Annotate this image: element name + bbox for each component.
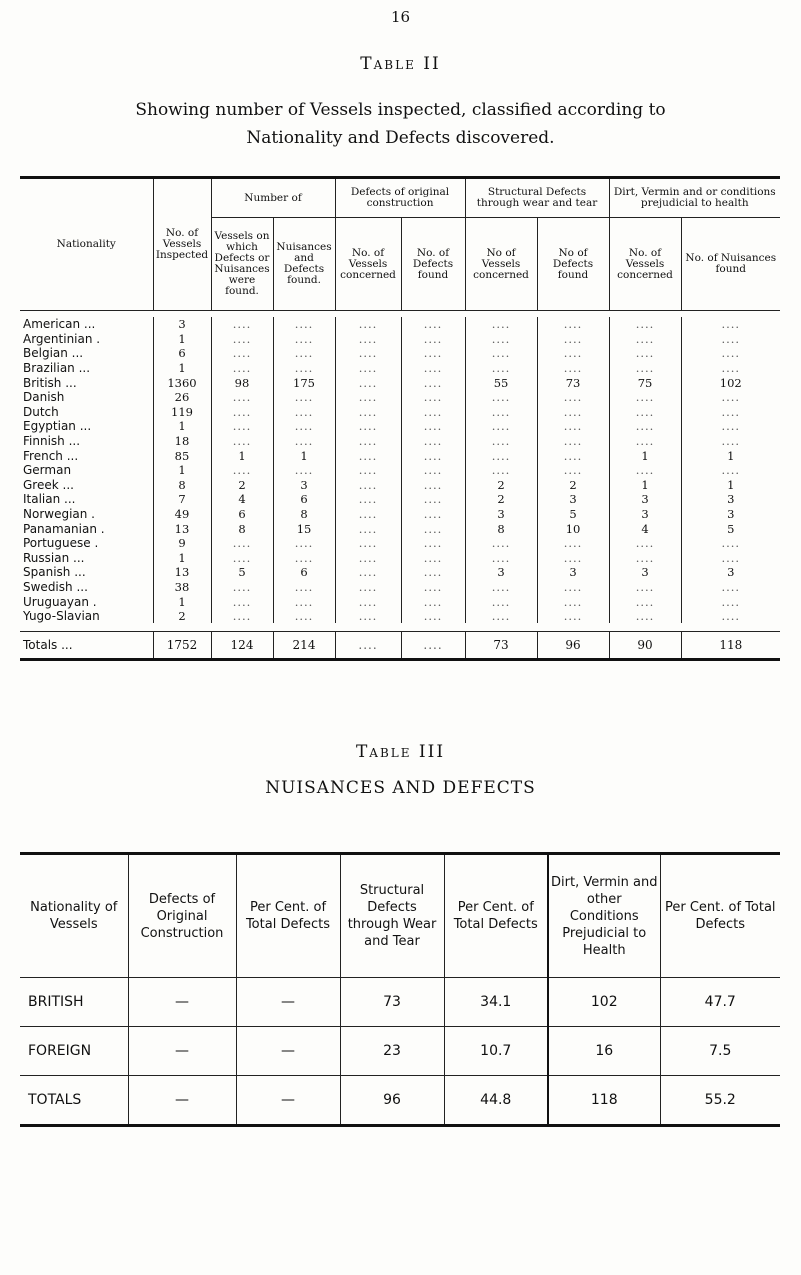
t3-cell-dirt: 16 bbox=[548, 1027, 660, 1076]
cell-nuisances-found-3: .... bbox=[681, 609, 780, 624]
cell-vessels-concerned-2: .... bbox=[465, 580, 537, 595]
cell-defects-found-1: .... bbox=[401, 594, 465, 609]
cell-nuisances-found-3: .... bbox=[681, 390, 780, 405]
cell-vessels-defects: .... bbox=[211, 419, 273, 434]
cell-defects-found-1: .... bbox=[401, 419, 465, 434]
cell-nationality: German bbox=[23, 463, 72, 478]
cell-nuisances-defects: .... bbox=[273, 405, 335, 420]
cell-inspected: 119 bbox=[153, 405, 211, 420]
cell-nuisances-found-3: .... bbox=[681, 580, 780, 595]
cell-vessels-concerned-1: .... bbox=[335, 521, 401, 536]
cell-defects-found-1: .... bbox=[401, 361, 465, 376]
total-inspected: 1752 bbox=[153, 632, 211, 659]
header-defects-found-2: No of Defects found bbox=[537, 218, 609, 311]
cell-vessels-concerned-1: .... bbox=[335, 317, 401, 332]
cell-inspected: 1 bbox=[153, 419, 211, 434]
cell-vessels-concerned-3: 75 bbox=[609, 375, 681, 390]
cell-vessels-concerned-1: .... bbox=[335, 346, 401, 361]
cell-inspected: 1360 bbox=[153, 375, 211, 390]
t3-cell-dirt: 118 bbox=[548, 1076, 660, 1125]
cell-defects-found-2: 10 bbox=[537, 521, 609, 536]
cell-defects-found-1: .... bbox=[401, 434, 465, 449]
cell-nuisances-defects: .... bbox=[273, 317, 335, 332]
t3-cell-percent-2: 44.8 bbox=[444, 1076, 548, 1125]
cell-nationality: Portuguese . bbox=[23, 536, 99, 551]
table-row bbox=[20, 1027, 780, 1076]
header-number-of: Number of bbox=[211, 179, 335, 218]
header-original-construction: Defects of original construction bbox=[335, 179, 465, 218]
cell-nuisances-defects: .... bbox=[273, 609, 335, 624]
cell-nuisances-defects: .... bbox=[273, 419, 335, 434]
table2-subtitle-line2: Nationality and Defects discovered. bbox=[246, 128, 555, 148]
cell-nationality: Dutch bbox=[23, 404, 59, 419]
cell-vessels-concerned-1: .... bbox=[335, 405, 401, 420]
cell-inspected: 9 bbox=[153, 536, 211, 551]
cell-nationality: Danish bbox=[23, 390, 65, 405]
cell-vessels-defects: .... bbox=[211, 361, 273, 376]
cell-vessels-concerned-3: .... bbox=[609, 463, 681, 478]
cell-vessels-defects: .... bbox=[211, 332, 273, 347]
cell-defects-found-2: .... bbox=[537, 419, 609, 434]
cell-nuisances-defects: 1 bbox=[273, 448, 335, 463]
cell-inspected: 18 bbox=[153, 434, 211, 449]
table3 bbox=[20, 852, 780, 1127]
cell-defects-found-2: 5 bbox=[537, 507, 609, 522]
cell-inspected: 13 bbox=[153, 521, 211, 536]
cell-vessels-defects: 4 bbox=[211, 492, 273, 507]
table-row bbox=[20, 463, 780, 478]
t3-header-percent-2: Per Cent. of Total Defects bbox=[444, 855, 548, 978]
cell-nationality: Greek ... bbox=[23, 477, 74, 492]
cell-inspected: 7 bbox=[153, 492, 211, 507]
t3-cell-structural: 96 bbox=[340, 1076, 444, 1125]
cell-nationality: American ... bbox=[23, 317, 96, 332]
total-vessels-concerned-3: 90 bbox=[609, 632, 681, 659]
cell-vessels-concerned-3: 1 bbox=[609, 448, 681, 463]
cell-vessels-defects: .... bbox=[211, 609, 273, 624]
cell-vessels-concerned-1: .... bbox=[335, 492, 401, 507]
cell-vessels-defects: 8 bbox=[211, 521, 273, 536]
cell-defects-found-2: .... bbox=[537, 434, 609, 449]
cell-vessels-concerned-1: .... bbox=[335, 565, 401, 580]
cell-inspected: 1 bbox=[153, 594, 211, 609]
table2-title: Table II bbox=[360, 54, 441, 74]
t3-cell-nationality: TOTALS bbox=[20, 1076, 128, 1125]
cell-nuisances-defects: 3 bbox=[273, 478, 335, 493]
t3-header-dirt: Dirt, Vermin and other Conditions Prejudicial to Health bbox=[548, 855, 660, 978]
cell-defects-found-2: .... bbox=[537, 551, 609, 566]
cell-vessels-defects: 1 bbox=[211, 448, 273, 463]
table-row bbox=[20, 317, 780, 332]
header-inspected: No. of Vessels Inspected bbox=[153, 179, 211, 311]
cell-inspected: 6 bbox=[153, 346, 211, 361]
cell-nuisances-found-3: .... bbox=[681, 317, 780, 332]
cell-defects-found-1: .... bbox=[401, 492, 465, 507]
cell-defects-found-1: .... bbox=[401, 507, 465, 522]
cell-vessels-concerned-1: .... bbox=[335, 434, 401, 449]
table-row bbox=[20, 346, 780, 361]
cell-nationality: Argentinian . bbox=[23, 331, 101, 346]
t3-cell-nationality: FOREIGN bbox=[20, 1027, 128, 1076]
header-vessels-concerned-1: No. of Vessels concerned bbox=[335, 218, 401, 311]
t3-cell-percent-1: — bbox=[236, 1076, 340, 1125]
cell-vessels-concerned-2: .... bbox=[465, 609, 537, 624]
cell-defects-found-2: .... bbox=[537, 580, 609, 595]
table-row bbox=[20, 390, 780, 405]
cell-defects-found-2: .... bbox=[537, 332, 609, 347]
cell-vessels-defects: 98 bbox=[211, 375, 273, 390]
table-row bbox=[20, 580, 780, 595]
total-defects-found-2: 96 bbox=[537, 632, 609, 659]
cell-nuisances-defects: .... bbox=[273, 332, 335, 347]
header-dirt: Dirt, Vermin and or conditions prejudicial to health bbox=[609, 179, 780, 218]
cell-nationality: Russian ... bbox=[23, 550, 85, 565]
cell-vessels-concerned-1: .... bbox=[335, 361, 401, 376]
t3-cell-dirt: 102 bbox=[548, 978, 660, 1027]
cell-defects-found-1: .... bbox=[401, 375, 465, 390]
cell-nuisances-defects: .... bbox=[273, 390, 335, 405]
cell-vessels-concerned-1: .... bbox=[335, 536, 401, 551]
cell-nuisances-found-3: 102 bbox=[681, 375, 780, 390]
cell-vessels-defects: .... bbox=[211, 346, 273, 361]
cell-defects-found-2: 3 bbox=[537, 565, 609, 580]
cell-vessels-concerned-2: .... bbox=[465, 434, 537, 449]
header-nuisances-found-3: No. of Nuisances found bbox=[681, 218, 780, 311]
cell-defects-found-2: .... bbox=[537, 463, 609, 478]
table-row bbox=[20, 507, 780, 522]
header-vessels-concerned-3: No. of Vessels concerned bbox=[609, 218, 681, 311]
header-vessels-concerned-2: No of Vessels concerned bbox=[465, 218, 537, 311]
cell-defects-found-2: .... bbox=[537, 405, 609, 420]
table2-subtitle-line1: Showing number of Vessels inspected, classified according to bbox=[135, 100, 666, 120]
cell-nuisances-found-3: .... bbox=[681, 361, 780, 376]
cell-defects-found-1: .... bbox=[401, 390, 465, 405]
cell-defects-found-2: 73 bbox=[537, 375, 609, 390]
table-row bbox=[20, 448, 780, 463]
cell-nationality: Spanish ... bbox=[23, 565, 86, 580]
cell-nuisances-defects: .... bbox=[273, 434, 335, 449]
cell-vessels-defects: .... bbox=[211, 405, 273, 420]
cell-nationality: Yugo-Slavian bbox=[23, 609, 100, 624]
cell-defects-found-2: .... bbox=[537, 317, 609, 332]
t3-cell-percent-1: — bbox=[236, 978, 340, 1027]
t3-header-original: Defects of Original Construction bbox=[128, 855, 236, 978]
cell-defects-found-1: .... bbox=[401, 565, 465, 580]
table-row bbox=[20, 375, 780, 390]
total-vessels-defects: 124 bbox=[211, 632, 273, 659]
t3-header-percent-1: Per Cent. of Total Defects bbox=[236, 855, 340, 978]
cell-nuisances-found-3: .... bbox=[681, 594, 780, 609]
cell-nuisances-defects: .... bbox=[273, 536, 335, 551]
cell-inspected: 2 bbox=[153, 609, 211, 624]
cell-vessels-concerned-2: .... bbox=[465, 536, 537, 551]
table3-subtitle: NUISANCES AND DEFECTS bbox=[265, 778, 536, 798]
total-nuisances-found-3: 118 bbox=[681, 632, 780, 659]
table-row bbox=[20, 478, 780, 493]
cell-vessels-concerned-1: .... bbox=[335, 463, 401, 478]
cell-vessels-concerned-2: .... bbox=[465, 390, 537, 405]
cell-inspected: 26 bbox=[153, 390, 211, 405]
total-vessels-concerned-1: .... bbox=[335, 632, 401, 659]
cell-vessels-defects: .... bbox=[211, 536, 273, 551]
header-defects-found-1: No. of Defects found bbox=[401, 218, 465, 311]
cell-vessels-concerned-2: .... bbox=[465, 346, 537, 361]
cell-nuisances-defects: 15 bbox=[273, 521, 335, 536]
cell-vessels-defects: 5 bbox=[211, 565, 273, 580]
cell-nuisances-found-3: 3 bbox=[681, 492, 780, 507]
cell-defects-found-2: .... bbox=[537, 594, 609, 609]
cell-vessels-concerned-3: .... bbox=[609, 594, 681, 609]
cell-nuisances-found-3: 3 bbox=[681, 565, 780, 580]
cell-vessels-concerned-1: .... bbox=[335, 375, 401, 390]
cell-vessels-concerned-2: .... bbox=[465, 551, 537, 566]
cell-vessels-defects: .... bbox=[211, 463, 273, 478]
cell-nuisances-defects: .... bbox=[273, 346, 335, 361]
t3-cell-percent-3: 55.2 bbox=[660, 1076, 780, 1125]
cell-vessels-concerned-2: 3 bbox=[465, 507, 537, 522]
cell-nationality: Egyptian ... bbox=[23, 419, 92, 434]
cell-nuisances-defects: 6 bbox=[273, 565, 335, 580]
total-nuisances-defects: 214 bbox=[273, 632, 335, 659]
cell-vessels-concerned-2: 8 bbox=[465, 521, 537, 536]
cell-vessels-concerned-3: .... bbox=[609, 551, 681, 566]
cell-vessels-concerned-3: .... bbox=[609, 405, 681, 420]
table3-title: Table III bbox=[355, 742, 446, 762]
header-nuisances-defects: Nuisances and Defects found. bbox=[273, 218, 335, 311]
cell-vessels-concerned-1: .... bbox=[335, 478, 401, 493]
cell-nuisances-found-3: .... bbox=[681, 463, 780, 478]
cell-nationality: Uruguayan . bbox=[23, 594, 97, 609]
cell-vessels-concerned-1: .... bbox=[335, 551, 401, 566]
cell-vessels-concerned-3: .... bbox=[609, 346, 681, 361]
cell-defects-found-2: .... bbox=[537, 346, 609, 361]
cell-nationality: Brazilian ... bbox=[23, 361, 91, 376]
table-row bbox=[20, 609, 780, 624]
totals-row bbox=[20, 632, 780, 659]
cell-vessels-concerned-2: .... bbox=[465, 594, 537, 609]
cell-vessels-defects: .... bbox=[211, 551, 273, 566]
cell-defects-found-2: .... bbox=[537, 390, 609, 405]
header-vessels-defects: Vessels on which Defects or Nuisances were found. bbox=[211, 218, 273, 311]
cell-vessels-defects: .... bbox=[211, 317, 273, 332]
cell-defects-found-1: .... bbox=[401, 448, 465, 463]
cell-defects-found-1: .... bbox=[401, 317, 465, 332]
cell-defects-found-2: .... bbox=[537, 448, 609, 463]
cell-vessels-concerned-3: 4 bbox=[609, 521, 681, 536]
cell-inspected: 1 bbox=[153, 332, 211, 347]
cell-inspected: 13 bbox=[153, 565, 211, 580]
cell-nuisances-found-3: .... bbox=[681, 536, 780, 551]
cell-vessels-concerned-2: 3 bbox=[465, 565, 537, 580]
cell-nuisances-defects: .... bbox=[273, 463, 335, 478]
cell-inspected: 38 bbox=[153, 580, 211, 595]
cell-vessels-concerned-3: .... bbox=[609, 361, 681, 376]
cell-vessels-concerned-3: .... bbox=[609, 609, 681, 624]
cell-nuisances-found-3: .... bbox=[681, 551, 780, 566]
t3-cell-percent-2: 34.1 bbox=[444, 978, 548, 1027]
cell-vessels-defects: .... bbox=[211, 594, 273, 609]
t3-cell-original: — bbox=[128, 978, 236, 1027]
cell-vessels-concerned-3: .... bbox=[609, 332, 681, 347]
cell-vessels-defects: .... bbox=[211, 390, 273, 405]
cell-vessels-defects: .... bbox=[211, 434, 273, 449]
cell-inspected: 49 bbox=[153, 507, 211, 522]
cell-nuisances-found-3: .... bbox=[681, 434, 780, 449]
cell-vessels-concerned-2: .... bbox=[465, 405, 537, 420]
cell-defects-found-1: .... bbox=[401, 580, 465, 595]
table3-bottom-rule bbox=[20, 1124, 780, 1127]
cell-nuisances-defects: .... bbox=[273, 551, 335, 566]
cell-nuisances-found-3: 1 bbox=[681, 478, 780, 493]
cell-vessels-defects: 2 bbox=[211, 478, 273, 493]
header-nationality: Nationality bbox=[20, 179, 153, 311]
t3-header-structural: Structural Defects through Wear and Tear bbox=[340, 855, 444, 978]
cell-nuisances-defects: .... bbox=[273, 580, 335, 595]
cell-defects-found-2: 2 bbox=[537, 478, 609, 493]
table-row bbox=[20, 405, 780, 420]
cell-nationality: Norwegian . bbox=[23, 507, 95, 522]
cell-nuisances-found-3: .... bbox=[681, 405, 780, 420]
table-row bbox=[20, 1076, 780, 1125]
t3-cell-percent-2: 10.7 bbox=[444, 1027, 548, 1076]
table-row bbox=[20, 565, 780, 580]
header-structural: Structural Defects through wear and tear bbox=[465, 179, 609, 218]
cell-inspected: 3 bbox=[153, 317, 211, 332]
table-row bbox=[20, 594, 780, 609]
table-row bbox=[20, 361, 780, 376]
cell-vessels-concerned-1: .... bbox=[335, 594, 401, 609]
cell-vessels-defects: .... bbox=[211, 580, 273, 595]
cell-nationality: Italian ... bbox=[23, 492, 76, 507]
cell-nationality: Swedish ... bbox=[23, 579, 88, 594]
cell-nuisances-defects: .... bbox=[273, 361, 335, 376]
table-row bbox=[20, 434, 780, 449]
cell-nuisances-found-3: .... bbox=[681, 419, 780, 434]
cell-nationality: Panamanian . bbox=[23, 521, 105, 536]
cell-vessels-concerned-2: .... bbox=[465, 332, 537, 347]
cell-vessels-concerned-3: .... bbox=[609, 536, 681, 551]
cell-defects-found-1: .... bbox=[401, 332, 465, 347]
table-row bbox=[20, 419, 780, 434]
cell-vessels-concerned-1: .... bbox=[335, 419, 401, 434]
cell-vessels-concerned-2: 2 bbox=[465, 478, 537, 493]
table-row bbox=[20, 551, 780, 566]
cell-defects-found-2: 3 bbox=[537, 492, 609, 507]
cell-nuisances-found-3: 1 bbox=[681, 448, 780, 463]
cell-inspected: 1 bbox=[153, 551, 211, 566]
table2-bottom-rule bbox=[20, 658, 780, 661]
cell-defects-found-1: .... bbox=[401, 463, 465, 478]
table-row bbox=[20, 492, 780, 507]
t3-header-percent-3: Per Cent. of Total Defects bbox=[660, 855, 780, 978]
cell-vessels-concerned-3: .... bbox=[609, 580, 681, 595]
cell-nuisances-defects: 175 bbox=[273, 375, 335, 390]
cell-vessels-concerned-1: .... bbox=[335, 507, 401, 522]
table-row bbox=[20, 521, 780, 536]
total-defects-found-1: .... bbox=[401, 632, 465, 659]
cell-nationality: British ... bbox=[23, 375, 77, 390]
t3-header-nationality: Nationality of Vessels bbox=[30, 900, 118, 932]
table-row bbox=[20, 536, 780, 551]
cell-vessels-concerned-3: .... bbox=[609, 434, 681, 449]
cell-vessels-concerned-2: .... bbox=[465, 448, 537, 463]
cell-vessels-concerned-1: .... bbox=[335, 609, 401, 624]
cell-defects-found-1: .... bbox=[401, 536, 465, 551]
cell-vessels-concerned-3: 3 bbox=[609, 565, 681, 580]
cell-vessels-concerned-2: .... bbox=[465, 419, 537, 434]
cell-nationality: Finnish ... bbox=[23, 434, 81, 449]
totals-label: Totals ... bbox=[20, 632, 153, 659]
cell-defects-found-2: .... bbox=[537, 361, 609, 376]
t3-cell-percent-3: 7.5 bbox=[660, 1027, 780, 1076]
cell-defects-found-1: .... bbox=[401, 521, 465, 536]
table-row bbox=[20, 332, 780, 347]
cell-defects-found-1: .... bbox=[401, 405, 465, 420]
cell-nuisances-defects: 6 bbox=[273, 492, 335, 507]
cell-nuisances-defects: 8 bbox=[273, 507, 335, 522]
cell-vessels-defects: 6 bbox=[211, 507, 273, 522]
t3-cell-percent-1: — bbox=[236, 1027, 340, 1076]
t3-cell-nationality: BRITISH bbox=[20, 978, 128, 1027]
cell-nuisances-found-3: .... bbox=[681, 332, 780, 347]
cell-vessels-concerned-2: 2 bbox=[465, 492, 537, 507]
cell-defects-found-1: .... bbox=[401, 551, 465, 566]
cell-nationality: French ... bbox=[23, 448, 79, 463]
t3-cell-percent-3: 47.7 bbox=[660, 978, 780, 1027]
cell-vessels-concerned-2: 55 bbox=[465, 375, 537, 390]
cell-defects-found-1: .... bbox=[401, 609, 465, 624]
cell-vessels-concerned-3: 3 bbox=[609, 492, 681, 507]
t3-cell-structural: 23 bbox=[340, 1027, 444, 1076]
cell-inspected: 1 bbox=[153, 463, 211, 478]
cell-vessels-concerned-3: .... bbox=[609, 317, 681, 332]
cell-nuisances-found-3: .... bbox=[681, 346, 780, 361]
cell-inspected: 8 bbox=[153, 478, 211, 493]
cell-nuisances-defects: .... bbox=[273, 594, 335, 609]
page-number: 16 bbox=[390, 8, 411, 26]
cell-vessels-concerned-3: .... bbox=[609, 390, 681, 405]
cell-inspected: 85 bbox=[153, 448, 211, 463]
cell-vessels-concerned-1: .... bbox=[335, 580, 401, 595]
table2 bbox=[20, 176, 780, 661]
t3-cell-structural: 73 bbox=[340, 978, 444, 1027]
cell-vessels-concerned-1: .... bbox=[335, 448, 401, 463]
cell-defects-found-1: .... bbox=[401, 346, 465, 361]
cell-defects-found-2: .... bbox=[537, 609, 609, 624]
table-row bbox=[20, 978, 780, 1027]
cell-vessels-concerned-2: .... bbox=[465, 361, 537, 376]
cell-defects-found-1: .... bbox=[401, 478, 465, 493]
cell-vessels-concerned-1: .... bbox=[335, 332, 401, 347]
cell-vessels-concerned-2: .... bbox=[465, 317, 537, 332]
total-vessels-concerned-2: 73 bbox=[465, 632, 537, 659]
cell-vessels-concerned-3: .... bbox=[609, 419, 681, 434]
t3-cell-original: — bbox=[128, 1076, 236, 1125]
cell-nuisances-found-3: 3 bbox=[681, 507, 780, 522]
cell-nuisances-found-3: 5 bbox=[681, 521, 780, 536]
cell-vessels-concerned-2: .... bbox=[465, 463, 537, 478]
t3-cell-original: — bbox=[128, 1027, 236, 1076]
cell-vessels-concerned-3: 1 bbox=[609, 478, 681, 493]
cell-inspected: 1 bbox=[153, 361, 211, 376]
cell-vessels-concerned-1: .... bbox=[335, 390, 401, 405]
cell-nationality: Belgian ... bbox=[23, 346, 84, 361]
cell-vessels-concerned-3: 3 bbox=[609, 507, 681, 522]
cell-defects-found-2: .... bbox=[537, 536, 609, 551]
